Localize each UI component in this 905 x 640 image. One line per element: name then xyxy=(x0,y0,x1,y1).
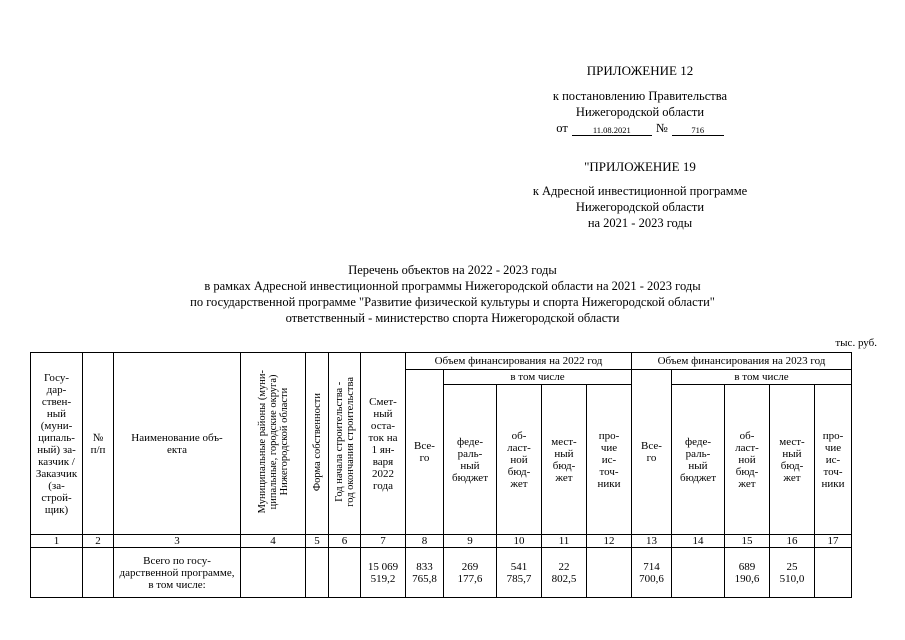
col-number-cell: 12 xyxy=(587,535,632,548)
header-total-2023: Все- го xyxy=(632,370,672,535)
col-number-cell: 13 xyxy=(632,535,672,548)
annex-reference xyxy=(470,183,810,231)
objects-table xyxy=(30,352,852,598)
decree-date-row xyxy=(515,120,765,136)
appendix-12-label: ПРИЛОЖЕНИЕ 12 xyxy=(586,63,694,78)
ownership-form-label: Форма собственности xyxy=(311,392,323,492)
header-federal-2023: феде- раль- ный бюджет xyxy=(672,385,725,535)
from-label: от xyxy=(556,121,568,135)
col-number-cell: 8 xyxy=(406,535,444,548)
col-number-cell: 11 xyxy=(542,535,587,548)
cell-federal-2023 xyxy=(672,548,725,598)
annex-line-3: на 2021 - 2023 годы xyxy=(587,216,693,230)
cell-number xyxy=(83,548,114,598)
header-financing-2022: Объем финансирования на 2022 год xyxy=(406,353,632,370)
header-municipal-district xyxy=(241,353,306,535)
cell-total-2022: 833 765,8 xyxy=(406,548,444,598)
header-number: № п/п xyxy=(83,353,114,535)
col-number-cell: 14 xyxy=(672,535,725,548)
municipal-district-label: Муниципальные районы (муни- ципальные, городские округа) Нижегородской области xyxy=(256,370,290,514)
title-line-1: Перечень объектов на 2022 - 2023 годы xyxy=(348,263,557,277)
cell-regional-2023: 689 190,6 xyxy=(725,548,770,598)
header-other-2023: про- чие ис- точ- ники xyxy=(815,385,852,535)
header-total-2022: Все- го xyxy=(406,370,444,535)
decree-line-2: Нижегородской области xyxy=(575,105,705,119)
col-number-cell: 2 xyxy=(83,535,114,548)
annex-line-2: Нижегородской области xyxy=(575,200,705,214)
units-label: тыс. руб. xyxy=(835,337,877,349)
header-regional-2023: об- ласт- ной бюд- жет xyxy=(725,385,770,535)
title-line-4: ответственный - министерство спорта Нижегородской области xyxy=(285,311,620,325)
header-construction-years xyxy=(329,353,361,535)
header-local-2022: мест- ный бюд- жет xyxy=(542,385,587,535)
title-line-2: в рамках Адресной инвестиционной программы Нижегородской области на 2021 - 2023 годы xyxy=(204,279,701,293)
cell-local-2022: 22 802,5 xyxy=(542,548,587,598)
cell-other-2023 xyxy=(815,548,852,598)
header-other-2022: про- чие ис- точ- ники xyxy=(587,385,632,535)
annex-line-1: к Адресной инвестиционной программе xyxy=(532,184,748,198)
header-ownership-form xyxy=(306,353,329,535)
col-number-cell: 3 xyxy=(114,535,241,548)
col-number-cell: 10 xyxy=(497,535,542,548)
decree-date: 11.08.2021 xyxy=(572,125,652,136)
header-including-2022: в том числе xyxy=(444,370,632,385)
header-financing-2023: Объем финансирования на 2023 год xyxy=(632,353,852,370)
col-number-cell: 9 xyxy=(444,535,497,548)
number-label: № xyxy=(655,121,668,135)
header-estimate-balance: Смет- ный оста- ток на 1 ян- варя 2022 года xyxy=(361,353,406,535)
title-line-3: по государственной программе "Развитие физической культуры и спорта Нижегородской области" xyxy=(190,295,715,309)
decree-number: 716 xyxy=(672,125,724,136)
cell-other-2022 xyxy=(587,548,632,598)
decree-reference xyxy=(515,88,765,136)
header-object-name: Наименование объ- екта xyxy=(114,353,241,535)
header-regional-2022: об- ласт- ной бюд- жет xyxy=(497,385,542,535)
header-customer: Госу- дар- ствен- ный (муни- ципаль- ный) за- казчик / Заказчик (за- строй- щик) xyxy=(31,353,83,535)
col-number-cell: 6 xyxy=(329,535,361,548)
decree-line-1: к постановлению Правительства xyxy=(552,89,728,103)
cell-federal-2022: 269 177,6 xyxy=(444,548,497,598)
col-number-cell: 1 xyxy=(31,535,83,548)
col-number-cell: 16 xyxy=(770,535,815,548)
document-title xyxy=(40,262,865,326)
cell-object-name: Всего по госу- дарственной программе, в том числе: xyxy=(114,548,241,598)
col-number-cell: 15 xyxy=(725,535,770,548)
cell-customer xyxy=(31,548,83,598)
header-including-2023: в том числе xyxy=(672,370,852,385)
cell-ownership xyxy=(306,548,329,598)
header-local-2023: мест- ный бюд- жет xyxy=(770,385,815,535)
col-number-cell: 17 xyxy=(815,535,852,548)
cell-municipal xyxy=(241,548,306,598)
header-federal-2022: феде- раль- ный бюджет xyxy=(444,385,497,535)
table-row xyxy=(31,548,852,598)
col-number-cell: 5 xyxy=(306,535,329,548)
cell-estimate: 15 069 519,2 xyxy=(361,548,406,598)
appendix-19-label: "ПРИЛОЖЕНИЕ 19 xyxy=(584,159,696,174)
cell-total-2023: 714 700,6 xyxy=(632,548,672,598)
cell-regional-2022: 541 785,7 xyxy=(497,548,542,598)
cell-years xyxy=(329,548,361,598)
col-number-cell: 4 xyxy=(241,535,306,548)
col-number-cell: 7 xyxy=(361,535,406,548)
column-number-row xyxy=(31,535,852,548)
construction-years-label: Год начала строительства - год окончания строительства xyxy=(333,377,356,507)
cell-local-2023: 25 510,0 xyxy=(770,548,815,598)
